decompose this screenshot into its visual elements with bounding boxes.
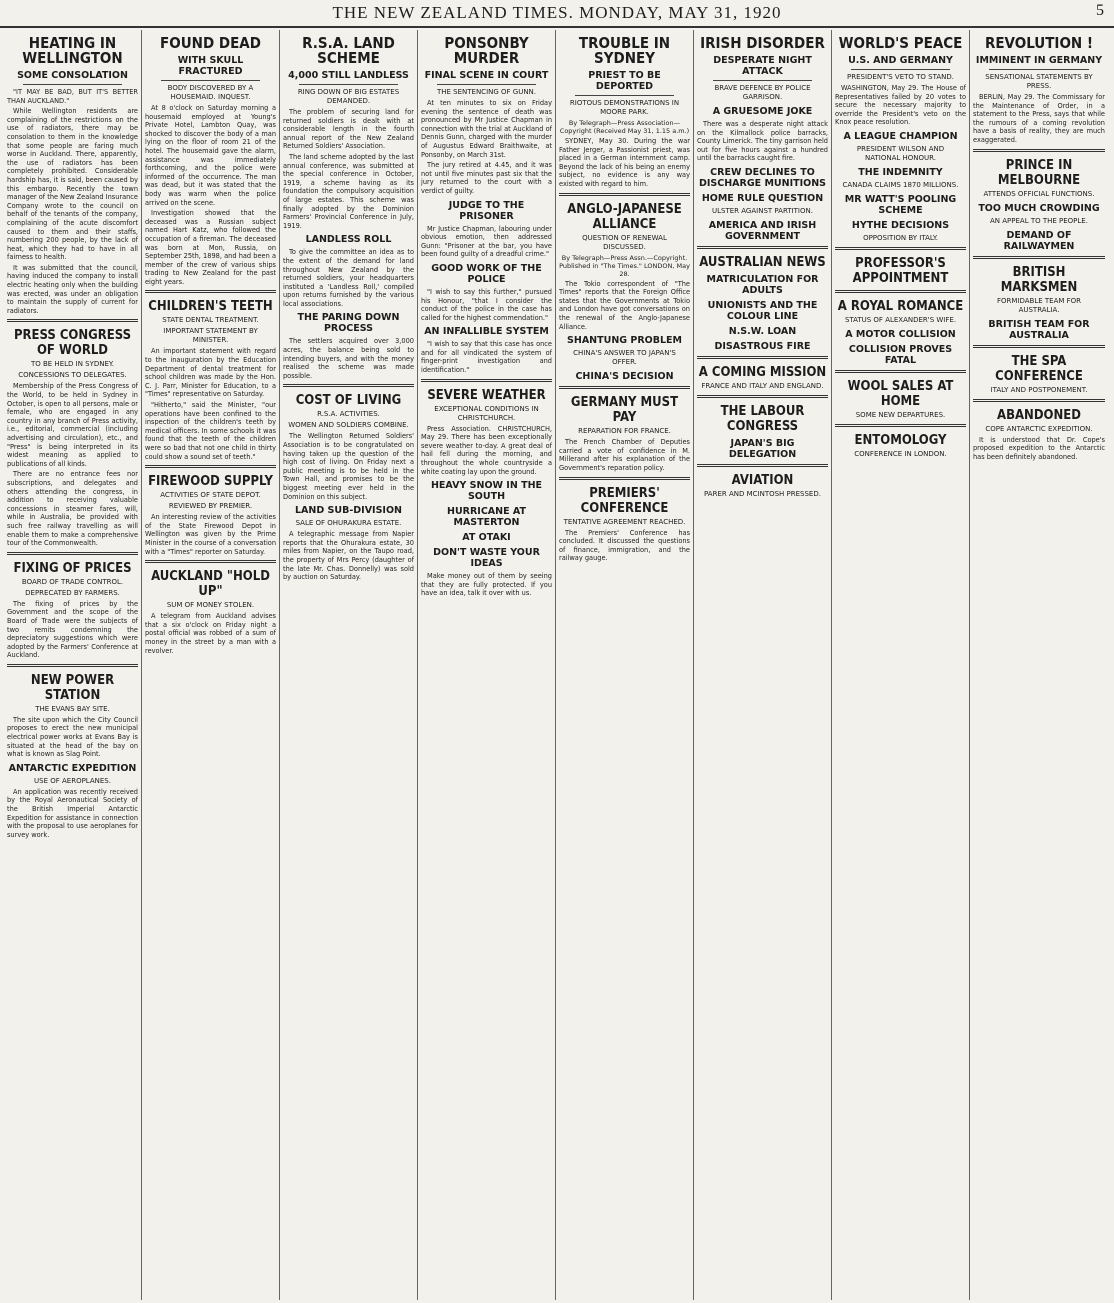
column-1 [4,30,142,1300]
subheadline: DEMAND OF RAILWAYMEN [1003,229,1075,252]
article-divider [697,356,828,359]
article-divider [835,424,966,427]
article-text: "I wish to say that this case has once and for all vindicated the system of finger-print investigation and identification." [421,340,552,375]
article-divider [835,290,966,293]
article-text: The jury retired at 4.45, and it was not until five minutes past six that the jury returned to the court with a verdict of guilty. [421,161,552,195]
deck-line: CONFERENCE IN LONDON. [854,449,947,458]
deck-line: IMPORTANT STATEMENT BY MINISTER. [163,327,258,345]
article-text: "Hitherto," said the Minister, "our operations have been confined to the inspection of the children's teeth by medical officers. In some schools it was found that the teeth of the children were so bad that not one child in thirty could show a sound set of teeth." [145,401,276,461]
deck-line: ULSTER AGAINST PARTITION. [712,206,813,215]
headline: HEATING IN WELLINGTON [22,34,123,67]
deck-line: PARER AND MCINTOSH PRESSED. [704,489,821,498]
article-text: There are no entrance fees nor subscriptions, and delegates and others attending the congress, in addition to receiving valuable concessions in steamer fares, will, while in Australia, be provided with such free railway travelling as will enable them to make a comprehensive tour of the Commonwealth. [7,470,138,548]
subheadline: LANDLESS ROLL [305,234,392,246]
deck-line: BRAVE DEFENCE BY POLICE GARRISON. [714,84,811,101]
headline: ENTOMOLOGY [854,432,947,448]
article-text: The Premiers' Conference has concluded. It discussed the questions of finance, immigration, and the railway gauge. [559,528,690,563]
short-rule [437,84,536,85]
subheadline: A GRUESOME JOKE [712,106,813,117]
subheadline: 4,000 STILL LANDLESS [288,70,409,81]
headline: REVOLUTION ! [984,34,1094,52]
subheadline: SHANTUNG PROBLEM [567,335,682,347]
headline: R.S.A. LAND SCHEME [302,34,395,67]
subheadline: PRIEST TO BE DEPORTED [588,70,661,92]
headline: AUCKLAND "HOLD UP" [151,569,270,600]
subheadline: HURRICANE AT MASTERTON [447,506,526,529]
article-text: Investigation showed that the deceased was a Russian subject named Hart Katz, who followed the occupation of a fireman. The deceased was born at Mon, Russia, on September 25th, 1898, and had been a member of the crew of various ships trading to New Zealand for the past eight years. [145,209,276,286]
article-text: At 8 o'clock on Saturday morning a housemaid employed at Young's Private Hotel, Lambton Quay, was shocked to discover the body of a man lying on the floor of room 21 of the hotel. The housemaid gave the alarm, assistance was immediately forthcoming, and the police were informed of the occurrence. The man was dead, but it was stated that the body was warm when the police arrived on the scene. [145,104,276,207]
headline: AUSTRALIAN NEWS [699,254,826,270]
article-text: The problem of securing land for returned soldiers is dealt with at considerable length in the fourth annual report of the New Zealand Returned Soldiers' Association. [283,108,414,151]
deck-line: PRESIDENT WILSON AND NATIONAL HONOUR. [856,144,945,162]
deck-line: FORMIDABLE TEAM FOR AUSTRALIA. [996,296,1082,314]
headline: THE SPA CONFERENCE [995,353,1083,384]
deck-line: SALE OF OHURAKURA ESTATE. [295,519,402,528]
subheadline: A LEAGUE CHAMPION [843,130,958,142]
short-rule [989,69,1089,70]
article-divider [145,560,276,563]
subheadline: UNIONISTS AND THE COLOUR LINE [707,299,818,322]
subheadline: JUDGE TO THE PRISONER [448,199,525,222]
subheadline: LAND SUB-DIVISION [294,505,402,517]
deck-line: SENSATIONAL STATEMENTS BY PRESS. [985,73,1093,90]
headline: GERMANY MUST PAY [570,395,679,426]
short-rule [161,80,260,81]
article-text: A telegram from Auckland advises that a six o'clock on Friday night a postal official was robbed of a sum of money in the street by a man with a revolver. [145,612,276,655]
subheadline: U.S. AND GERMANY [848,55,953,66]
article-divider [7,552,138,555]
article-divider [973,149,1105,152]
article-text: To give the committee an idea as to the extent of the demand for land throughout New Zealand by the returned soldiers, your headquarters instituted a 'Landless Roll,' compiled upon returns furnished by the various local associations. [283,248,414,308]
article-text: The fixing of prices by the Government and the scope of the Board of Trade were the subjects of two remits condemning the depreciatory suggestions which were adopted by the Farmers' Conference at Auckland. [7,599,138,660]
deck-line: THE EVANS BAY SITE. [35,704,110,713]
article-divider [973,256,1105,259]
subheadline: THE INDEMNITY [858,166,943,178]
headline: PROFESSOR'S APPOINTMENT [852,255,949,286]
subheadline: BRITISH TEAM FOR AUSTRALIA [988,318,1090,341]
deck-line: ATTENDS OFFICIAL FUNCTIONS. [983,189,1095,198]
masthead-title: THE NEW ZEALAND TIMES. MONDAY, MAY 31, 1920 [332,3,782,22]
deck-line: STATE DENTAL TREATMENT. [162,316,259,325]
column-7 [832,30,970,1300]
byline: By Telegraph—Press Assn.—Copyright. Published in "The Times." LONDON, May 28. [559,253,690,278]
subheadline: HEAVY SNOW IN THE SOUTH [430,480,543,503]
article-text: BERLIN, May 29. The Commissary for the Maintenance of Order, in a statement to the Press, says that while the rumours of a coming revolution have a basis of reality, they are much exaggerated. [973,93,1105,144]
article-text: WASHINGTON, May 29. The House of Representatives failed by 20 votes to secure the necessary majority to override the President's veto on the Knox peace resolution. [835,84,966,127]
subheadline: CREW DECLINES TO DISCHARGE MUNITIONS [699,166,826,189]
masthead [0,0,1114,28]
subheadline: AT OTAKI [462,532,511,544]
article-divider [697,246,828,249]
article-text: The Wellington Returned Soldiers' Association is to be congratulated on having taken up the question of the high cost of living. On Friday next a public meeting is to be held in the Town Hall, and promises to be the biggest meeting ever held in the Dominion on this subject. [283,432,414,501]
article-text: There was a desperate night attack on the Kilmallock police barracks, County Limerick. The tiny garrison held out for five hours against a hundred until the barracks caught fire. [697,120,828,163]
subheadline: DON'T WASTE YOUR IDEAS [433,547,540,570]
article-divider [697,464,828,467]
deck-line: TENTATIVE AGREEMENT REACHED. [563,517,686,526]
deck-line: R.S.A. ACTIVITIES. [317,410,380,419]
article-divider [145,465,276,468]
article-text: Press Association. CHRISTCHURCH, May 29. There has been exceptionally severe weather to-day. A great deal of hail fell during the morning, and throughout the whole countryside a white coating lay upon the ground. [421,424,552,476]
article-text: The settlers acquired over 3,000 acres, the balance being sold to intending buyers, and with the money realised the scheme was made possible. [283,337,414,380]
article-text: It is understood that Dr. Cope's proposed expedition to the Antarctic has been definitely abandoned. [973,435,1105,461]
subheadline: DISASTROUS FIRE [714,340,811,352]
deck-line: DEPRECATED BY FARMERS. [25,588,120,597]
deck-line: CHINA'S ANSWER TO JAPAN'S OFFER. [573,349,676,367]
subheadline: COLLISION PROVES FATAL [848,343,953,366]
headline: IRISH DISORDER [700,34,825,52]
headline: PRINCE IN MELBOURNE [997,157,1081,188]
deck-line: RIOTOUS DEMONSTRATIONS IN MOORE PARK. [569,99,680,116]
column-2 [142,30,280,1300]
deck-line: SUM OF MONEY STOLEN. [166,601,255,610]
short-rule [23,84,122,85]
short-rule [851,69,950,70]
subheadline: A MOTOR COLLISION [845,328,956,340]
deck-line: ACTIVITIES OF STATE DEPOT. [160,491,261,500]
headline: NEW POWER STATION [30,672,115,703]
headline: FIXING OF PRICES [13,560,132,576]
deck-line: OPPOSITION BY ITALY. [863,233,938,242]
article-divider [559,193,690,196]
headline: A COMING MISSION [698,364,827,380]
article-text: "IT MAY BE BAD, BUT IT'S BETTER THAN AUCKLAND." [7,88,138,105]
article-text: A telegraphic message from Napier reports that the Ohurakura estate, 30 miles from Napier, on the Taupo road, the property of Mrs Percy (daughter of the late Mr. Chas. Donnelly) was sold by auction on Saturday. [283,530,414,582]
page-number: 5 [1096,2,1104,19]
deck-line: RING DOWN OF BIG ESTATES DEMANDED. [297,88,400,105]
article-divider [145,290,276,293]
article-text: An application was recently received by the Royal Aeronautical Society of the British Imperial Antarctic Expedition for assistance in connection with the proposal to use aeroplanes for survey work. [7,787,138,839]
article-divider [7,319,138,322]
subheadline: HOME RULE QUESTION [701,192,824,204]
deck-line: WOMEN AND SOLDIERS COMBINE. [288,421,409,430]
deck-line: QUESTION OF RENEWAL DISCUSSED. [582,233,667,251]
headline: AVIATION [731,472,794,488]
deck-line: SOME NEW DEPARTURES. [855,410,946,419]
deck-line: CONCESSIONS TO DELEGATES. [18,371,127,380]
subheadline: WITH SKULL FRACTURED [177,55,244,77]
headline: BRITISH MARKSMEN [1000,264,1078,295]
article-text: "I wish to say this further," pursued his Honour, "that I consider the conduct of the police in the case has called for the highest commendation." [421,287,552,322]
headline: ABANDONED [997,407,1081,423]
subheadline: DESPERATE NIGHT ATTACK [713,55,812,77]
column-5 [556,30,694,1300]
article-text: The land scheme adopted by the last annual conference, was submitted at the special conference in October, 1919, a scheme having as its foundation the compulsory acquisition of large estates. This scheme was finally adopted by the Dominion Farmers' Provincial Conference in July, 1919. [283,152,414,230]
subheadline: JAPAN'S BIG DELEGATION [728,437,797,460]
subheadline: ANTARCTIC EXPEDITION [8,762,137,774]
subheadline: FINAL SCENE IN COURT [424,70,549,81]
subheadline: THE PARING DOWN PROCESS [297,312,400,335]
deck-line: BOARD OF TRADE CONTROL. [21,577,124,586]
deck-line: PRESIDENT'S VETO TO STAND. [847,73,954,81]
headline: WOOL SALES AT HOME [847,378,954,409]
article-divider [7,664,138,667]
subheadline: SOME CONSOLATION [17,70,128,81]
subheadline: HYTHE DECISIONS [851,219,950,231]
subheadline: N.S.W. LOAN [728,325,797,337]
headline: ANGLO-JAPANESE ALLIANCE [567,201,682,232]
subheadline: AMERICA AND IRISH GOVERNMENT [708,219,817,242]
headline: A ROYAL ROMANCE [837,298,964,314]
short-rule [713,80,812,81]
short-rule [299,84,398,85]
newspaper-columns [4,30,1110,1300]
byline: By Telegraph—Press Association—Copyright (Received May 31, 1.15 a.m.) [559,119,690,135]
column-3 [280,30,418,1300]
headline: COST OF LIVING [295,393,402,409]
subheadline: AN INFALLIBLE SYSTEM [424,326,549,338]
article-divider [973,345,1105,348]
article-text: SYDNEY, May 30. During the war Father Jerger, a Passionist priest, was placed in a German internment camp. Beyond the lack of his being an enemy subject, no evidence is any way existed with regard to him. [559,137,690,188]
deck-line: EXCEPTIONAL CONDITIONS IN CHRISTCHURCH. [434,404,539,422]
column-6 [694,30,832,1300]
deck-line: FRANCE AND ITALY AND ENGLAND. [701,381,824,390]
subheadline: MATRICULATION FOR ADULTS [706,273,819,296]
headline: PREMIERS' CONFERENCE [580,485,669,516]
deck-line: REVIEWED BY PREMIER. [168,502,253,511]
article-divider [835,247,966,250]
article-text: Make money out of them by seeing that they are fully protected. If you have an idea, talk it over with us. [421,572,552,598]
article-text: An important statement with regard to the inauguration by the Education Department of dental treatment for school children was made by the Hon. C. J. Parr, Minister for Education, to a "Times" representative on Saturday. [145,347,276,399]
deck-line: USE OF AEROPLANES. [34,776,111,785]
deck-line: ITALY AND POSTPONEMENT. [990,385,1088,394]
headline: SEVERE WEATHER [427,387,546,403]
headline: THE LABOUR CONGRESS [720,403,805,434]
headline: TROUBLE IN SYDNEY [578,34,671,67]
subheadline: IMMINENT IN GERMANY [975,55,1103,66]
column-4 [418,30,556,1300]
article-text: While Wellington residents are complaining of the restrictions on the use of radiators, there may be consolation to them in the knowledge that some people are faring much worse in Auckland. There, apparently, the use of radiators has been completely prohibited. Considerable hardship has, it is said, been caused by this embargo. Recently the town manager of the New Zealand Insurance Company wrote to the council on behalf of the tenants of the company, complaining of the acute discomfort caused to them and their staffs, numbering 200 people, by the lack of heat, which they had to have in all fairness to health. [7,107,138,262]
article-text: The Tokio correspondent of "The Times" reports that the Foreign Office states that the Governments at Tokio and London have got conversations on the renewal of the Anglo-Japanese Alliance. [559,279,690,331]
article-text: The French Chamber of Deputies carried a vote of confidence in M. Millerand after his explanation of the Government's reparation policy. [559,438,690,472]
headline: PONSONBY MURDER [444,34,529,67]
deck-line: STATUS OF ALEXANDER'S WIFE. [844,315,957,324]
article-text: Mr Justice Chapman, labouring under obvious emotion, then addressed Gunn: "Prisoner at the bar, you have been found guilty of a dreadful crime." [421,224,552,259]
deck-line: AN APPEAL TO THE PEOPLE. [990,216,1088,225]
headline: PRESS CONGRESS OF WORLD [13,328,132,359]
deck-line: THE SENTENCING OF GUNN. [436,88,537,96]
deck-line: CANADA CLAIMS 1870 MILLIONS. [842,180,959,189]
short-rule [575,95,674,96]
article-text: At ten minutes to six on Friday evening the sentence of death was pronounced by Mr Justice Chapman in connection with the trial at Auckland of Dennis Gunn, charged with the murder of Augustus Edward Braithwaite, at Ponsonby, on March 31st. [421,99,552,159]
subheadline: MR WATT'S POOLING SCHEME [844,193,957,216]
deck-line: BODY DISCOVERED BY A HOUSEMAID. INQUEST. [167,84,254,101]
column-8 [970,30,1108,1300]
headline: CHILDREN'S TEETH [148,299,273,315]
subheadline: TOO MUCH CROWDING [978,202,1100,214]
article-divider [835,370,966,373]
subheadline: GOOD WORK OF THE POLICE [431,262,542,285]
deck-line: TO BE HELD IN SYDNEY. [30,360,115,369]
headline: WORLD'S PEACE [838,34,963,52]
deck-line: REPARATION FOR FRANCE. [578,427,671,436]
article-divider [559,386,690,389]
article-divider [973,399,1105,402]
article-text: Membership of the Press Congress of the World, to be held in Sydney in October, is open to all persons, male or female, who are engaged in any country in any branch of Press activity, i.e., editorial, commercial (including advertising and circulation), etc., and "Press" is being interpreted in its widest meaning as applied to publications of all kinds. [7,382,138,468]
subheadline: CHINA'S DECISION [575,371,674,383]
headline: FOUND DEAD [160,34,261,52]
headline: FIREWOOD SUPPLY [148,474,273,490]
article-divider [421,379,552,382]
article-divider [559,477,690,480]
deck-line: COPE ANTARCTIC EXPEDITION. [985,424,1093,433]
article-divider [283,384,414,387]
article-text: It was submitted that the council, having induced the company to install electric heating only when the building was erected, was under an obligation to maintain the supply of current for radiators. [7,263,138,315]
article-text: The site upon which the City Council proposes to erect the new municipal electrical power works at Evans Bay is situated at the head of the bay on what is known as Slag Point. [7,715,138,759]
article-text: An interesting review of the activities of the State Firewood Depot in Wellington was given by the Prime Minister in the course of a conversation with a "Times" reporter on Saturday. [145,513,276,556]
article-divider [697,395,828,398]
